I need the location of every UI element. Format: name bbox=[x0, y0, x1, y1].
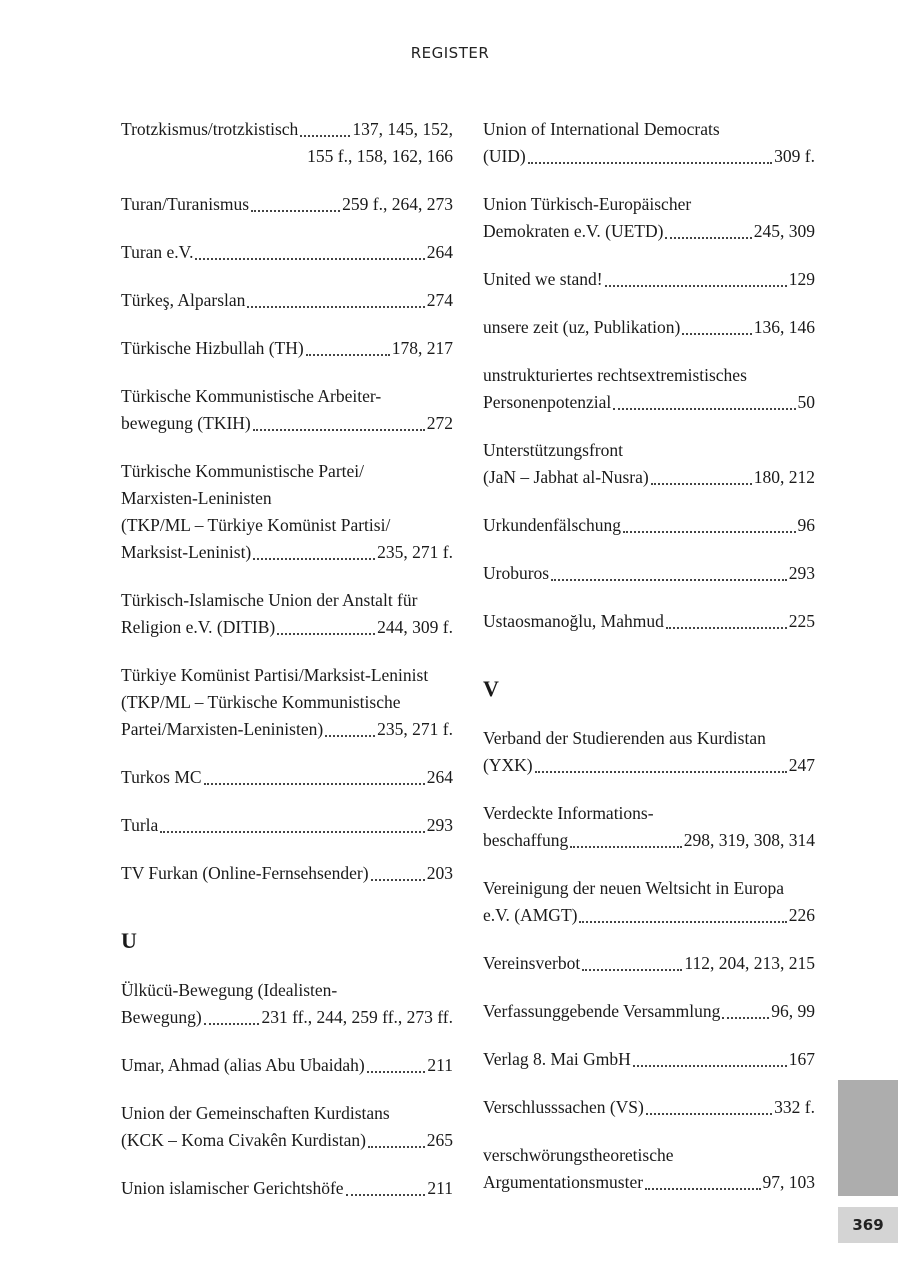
dot-leader bbox=[204, 1023, 260, 1025]
entry-pages: 211 bbox=[427, 1178, 453, 1198]
index-entry bbox=[121, 860, 453, 887]
index-entry bbox=[121, 191, 453, 218]
index-entry bbox=[121, 383, 453, 437]
index-entry bbox=[483, 1046, 815, 1073]
dot-leader bbox=[367, 1071, 426, 1073]
entry-pages: 203 bbox=[426, 863, 453, 883]
dot-leader bbox=[247, 306, 424, 308]
entry-label: Verschlusssachen (VS) bbox=[483, 1097, 644, 1117]
dot-leader bbox=[300, 135, 350, 137]
dot-leader bbox=[306, 354, 390, 356]
dot-leader bbox=[195, 258, 424, 260]
entry-leader-line bbox=[483, 1094, 815, 1121]
index-entry bbox=[483, 437, 815, 491]
dot-leader bbox=[346, 1194, 426, 1196]
dot-leader bbox=[633, 1065, 787, 1067]
entry-line: Türkisch-Islamische Union der Anstalt für bbox=[121, 590, 418, 610]
dot-leader bbox=[645, 1188, 760, 1190]
entry-label: e.V. (AMGT) bbox=[483, 905, 578, 925]
index-entry bbox=[121, 764, 453, 791]
dot-leader bbox=[204, 783, 425, 785]
running-header: REGISTER bbox=[410, 44, 490, 62]
index-entry bbox=[121, 335, 453, 362]
entry-line: Union Türkisch-Europäischer bbox=[483, 194, 692, 214]
entry-leader-line bbox=[483, 389, 815, 416]
entry-leader-line bbox=[121, 116, 453, 143]
dot-leader bbox=[582, 969, 682, 971]
entry-label: Bewegung) bbox=[121, 1007, 202, 1027]
dot-leader bbox=[253, 558, 375, 560]
entry-pages: 293 bbox=[426, 815, 453, 835]
entry-label: Uroburos bbox=[483, 563, 550, 583]
entry-leader-line bbox=[483, 608, 815, 635]
index-entry bbox=[483, 998, 815, 1025]
dot-leader bbox=[535, 771, 787, 773]
index-entry bbox=[483, 362, 815, 416]
entry-label: Ustaosmanoğlu, Mahmud bbox=[483, 611, 664, 631]
entry-label: bewegung (TKIH) bbox=[121, 413, 251, 433]
entry-pages: 272 bbox=[426, 413, 453, 433]
entry-label: Personenpotenzial bbox=[483, 392, 612, 412]
entry-label: Umar, Ahmad (alias Abu Ubaidah) bbox=[121, 1055, 365, 1075]
entry-label: Argumentationsmuster bbox=[483, 1172, 644, 1192]
entry-label: Demokraten e.V. (UETD) bbox=[483, 221, 664, 241]
entry-label: Turan/Turanismus bbox=[121, 194, 250, 214]
entry-leader-line bbox=[121, 1052, 453, 1079]
entry-leader-line bbox=[483, 998, 815, 1025]
entry-leader-line bbox=[483, 560, 815, 587]
entry-pages: 244, 309 f. bbox=[377, 617, 453, 637]
entry-pages: 225 bbox=[788, 611, 815, 631]
entry-pages: 211 bbox=[427, 1055, 453, 1075]
entry-leader-line bbox=[121, 539, 453, 566]
dot-leader bbox=[325, 735, 375, 737]
entry-pages: 235, 271 f. bbox=[377, 542, 453, 562]
entry-pages: 235, 271 f. bbox=[377, 719, 453, 739]
dot-leader bbox=[551, 579, 787, 581]
entry-label: Vereinsverbot bbox=[483, 953, 581, 973]
entry-leader-line bbox=[483, 827, 815, 854]
entry-leader-line bbox=[483, 1046, 815, 1073]
entry-pages: 96 bbox=[797, 515, 815, 535]
entry-leader-line bbox=[121, 614, 453, 641]
index-entry bbox=[483, 1142, 815, 1196]
page-number: 369 bbox=[838, 1207, 898, 1243]
dot-leader bbox=[253, 429, 425, 431]
entry-label: Partei/Marxisten-Leninisten) bbox=[121, 719, 324, 739]
index-entry bbox=[483, 560, 815, 587]
entry-leader-line bbox=[121, 716, 453, 743]
index-entry bbox=[483, 950, 815, 977]
index-entry bbox=[121, 239, 453, 266]
entry-pages: 97, 103 bbox=[762, 1172, 815, 1192]
index-entry bbox=[483, 875, 815, 929]
entry-leader-line bbox=[121, 410, 453, 437]
entry-label: Turla bbox=[121, 815, 159, 835]
entry-label: Trotzkismus/trotzkistisch bbox=[121, 119, 299, 139]
entry-line: (TKP/ML – Türkiye Komünist Partisi/ bbox=[121, 515, 391, 535]
entry-pages: 96, 99 bbox=[771, 1001, 815, 1021]
thumb-index-tab bbox=[838, 1080, 898, 1196]
entry-line: unstrukturiertes rechtsextremistisches bbox=[483, 365, 747, 385]
entry-pages: 112, 204, 213, 215 bbox=[684, 953, 815, 973]
entry-line: (TKP/ML – Türkische Kommunistische bbox=[121, 692, 401, 712]
entry-label: Turan e.V. bbox=[121, 242, 194, 262]
dot-leader bbox=[579, 921, 786, 923]
entry-leader-line bbox=[483, 902, 815, 929]
entry-line: Türkische Kommunistische Arbeiter- bbox=[121, 386, 382, 406]
entry-leader-line bbox=[121, 191, 453, 218]
entry-leader-line bbox=[121, 860, 453, 887]
entry-line: Marxisten-Leninisten bbox=[121, 488, 272, 508]
entry-line: Union der Gemeinschaften Kurdistans bbox=[121, 1103, 390, 1123]
entry-pages-continued: 155 f., 158, 162, 166 bbox=[307, 146, 453, 166]
index-column-right bbox=[483, 116, 815, 1217]
entry-pages: 247 bbox=[788, 755, 815, 775]
entry-label: (JaN – Jabhat al-Nusra) bbox=[483, 467, 649, 487]
entry-pages: 129 bbox=[788, 269, 815, 289]
entry-label: Marksist-Leninist) bbox=[121, 542, 252, 562]
entry-line: Ülkücü-Bewegung (Idealisten- bbox=[121, 980, 338, 1000]
entry-leader-line bbox=[121, 287, 453, 314]
dot-leader bbox=[251, 210, 340, 212]
entry-leader-line bbox=[121, 812, 453, 839]
dot-leader bbox=[613, 408, 795, 410]
entry-label: TV Furkan (Online-Fernsehsender) bbox=[121, 863, 369, 883]
entry-pages: 309 f. bbox=[774, 146, 815, 166]
entry-pages: 298, 319, 308, 314 bbox=[683, 830, 815, 850]
entry-label: beschaffung bbox=[483, 830, 569, 850]
dot-leader bbox=[368, 1146, 425, 1148]
entry-leader-line bbox=[483, 464, 815, 491]
index-entry bbox=[483, 191, 815, 245]
entry-leader-line bbox=[483, 143, 815, 170]
entry-label: Turkos MC bbox=[121, 767, 202, 787]
entry-leader-line bbox=[121, 239, 453, 266]
entry-pages: 264 bbox=[426, 242, 453, 262]
entry-pages: 167 bbox=[788, 1049, 815, 1069]
entry-leader-line bbox=[483, 1169, 815, 1196]
section-letter: U bbox=[121, 928, 137, 953]
entry-pages: 136, 146 bbox=[753, 317, 815, 337]
index-entry bbox=[121, 1175, 453, 1202]
dot-leader bbox=[528, 162, 772, 164]
entry-line: verschwörungstheoretische bbox=[483, 1145, 674, 1165]
dot-leader bbox=[605, 285, 787, 287]
entry-pages: 332 f. bbox=[774, 1097, 815, 1117]
index-entry bbox=[483, 116, 815, 170]
entry-pages: 245, 309 bbox=[753, 221, 815, 241]
entry-line: Verdeckte Informations- bbox=[483, 803, 654, 823]
entry-line: Türkiye Komünist Partisi/Marksist-Leninist bbox=[121, 665, 429, 685]
entry-leader-line bbox=[483, 314, 815, 341]
entry-pages: 180, 212 bbox=[753, 467, 815, 487]
entry-leader-line bbox=[483, 752, 815, 779]
entry-pages: 178, 217 bbox=[391, 338, 453, 358]
dot-leader bbox=[682, 333, 751, 335]
entry-leader-line bbox=[121, 1004, 453, 1031]
entry-label: (UID) bbox=[483, 146, 526, 166]
section-letter: V bbox=[483, 676, 499, 701]
index-entry bbox=[483, 512, 815, 539]
index-entry bbox=[121, 1052, 453, 1079]
entry-line: Verband der Studierenden aus Kurdistan bbox=[483, 728, 766, 748]
index-entry bbox=[483, 1094, 815, 1121]
entry-label: (YXK) bbox=[483, 755, 533, 775]
entry-label: Urkundenfälschung bbox=[483, 515, 622, 535]
entry-pages: 264 bbox=[426, 767, 453, 787]
dot-leader bbox=[570, 846, 682, 848]
index-entry bbox=[121, 587, 453, 641]
index-entry bbox=[483, 725, 815, 779]
entry-label: (KCK – Koma Civakên Kurdistan) bbox=[121, 1130, 366, 1150]
entry-pages: 293 bbox=[788, 563, 815, 583]
entry-label: United we stand! bbox=[483, 269, 603, 289]
dot-leader bbox=[665, 237, 751, 239]
dot-leader bbox=[277, 633, 375, 635]
entry-leader-line bbox=[121, 764, 453, 791]
index-entry bbox=[483, 608, 815, 635]
dot-leader bbox=[666, 627, 787, 629]
index-entry bbox=[121, 662, 453, 743]
dot-leader bbox=[646, 1113, 772, 1115]
dot-leader bbox=[371, 879, 425, 881]
entry-label: Türkische Hizbullah (TH) bbox=[121, 338, 304, 358]
entry-leader-line bbox=[121, 1175, 453, 1202]
entry-pages: 274 bbox=[426, 290, 453, 310]
index-entry bbox=[121, 116, 453, 170]
entry-pages: 137, 145, 152, bbox=[352, 119, 453, 139]
entry-leader-line bbox=[483, 512, 815, 539]
entry-label: unsere zeit (uz, Publikation) bbox=[483, 317, 681, 337]
index-entry bbox=[121, 812, 453, 839]
entry-label: Verfassunggebende Versammlung bbox=[483, 1001, 721, 1021]
entry-leader-line bbox=[483, 218, 815, 245]
entry-label: Religion e.V. (DITIB) bbox=[121, 617, 276, 637]
entry-leader-line bbox=[121, 1127, 453, 1154]
entry-leader-line bbox=[483, 950, 815, 977]
index-column-left bbox=[121, 116, 453, 1223]
index-entry bbox=[121, 287, 453, 314]
entry-line: Vereinigung der neuen Weltsicht in Europa bbox=[483, 878, 785, 898]
entry-pages: 50 bbox=[797, 392, 815, 412]
index-entry bbox=[121, 977, 453, 1031]
index-entry bbox=[121, 458, 453, 566]
dot-leader bbox=[651, 483, 752, 485]
index-entry bbox=[483, 800, 815, 854]
dot-leader bbox=[160, 831, 424, 833]
dot-leader bbox=[623, 531, 795, 533]
index-entry bbox=[121, 1100, 453, 1154]
entry-label: Verlag 8. Mai GmbH bbox=[483, 1049, 631, 1069]
entry-pages: 265 bbox=[426, 1130, 453, 1150]
dot-leader bbox=[722, 1017, 769, 1019]
entry-label: Türkeş, Alparslan bbox=[121, 290, 246, 310]
entry-leader-line bbox=[483, 266, 815, 293]
index-entry bbox=[483, 266, 815, 293]
entry-pages: 231 ff., 244, 259 ff., 273 ff. bbox=[261, 1007, 453, 1027]
entry-label: Union islamischer Gerichtshöfe bbox=[121, 1178, 344, 1198]
index-entry bbox=[483, 314, 815, 341]
entry-line: Union of International Democrats bbox=[483, 119, 720, 139]
entry-pages: 226 bbox=[788, 905, 815, 925]
entry-line: Unterstützungsfront bbox=[483, 440, 623, 460]
entry-leader-line bbox=[121, 335, 453, 362]
entry-pages: 259 f., 264, 273 bbox=[342, 194, 453, 214]
entry-line: Türkische Kommunistische Partei/ bbox=[121, 461, 365, 481]
